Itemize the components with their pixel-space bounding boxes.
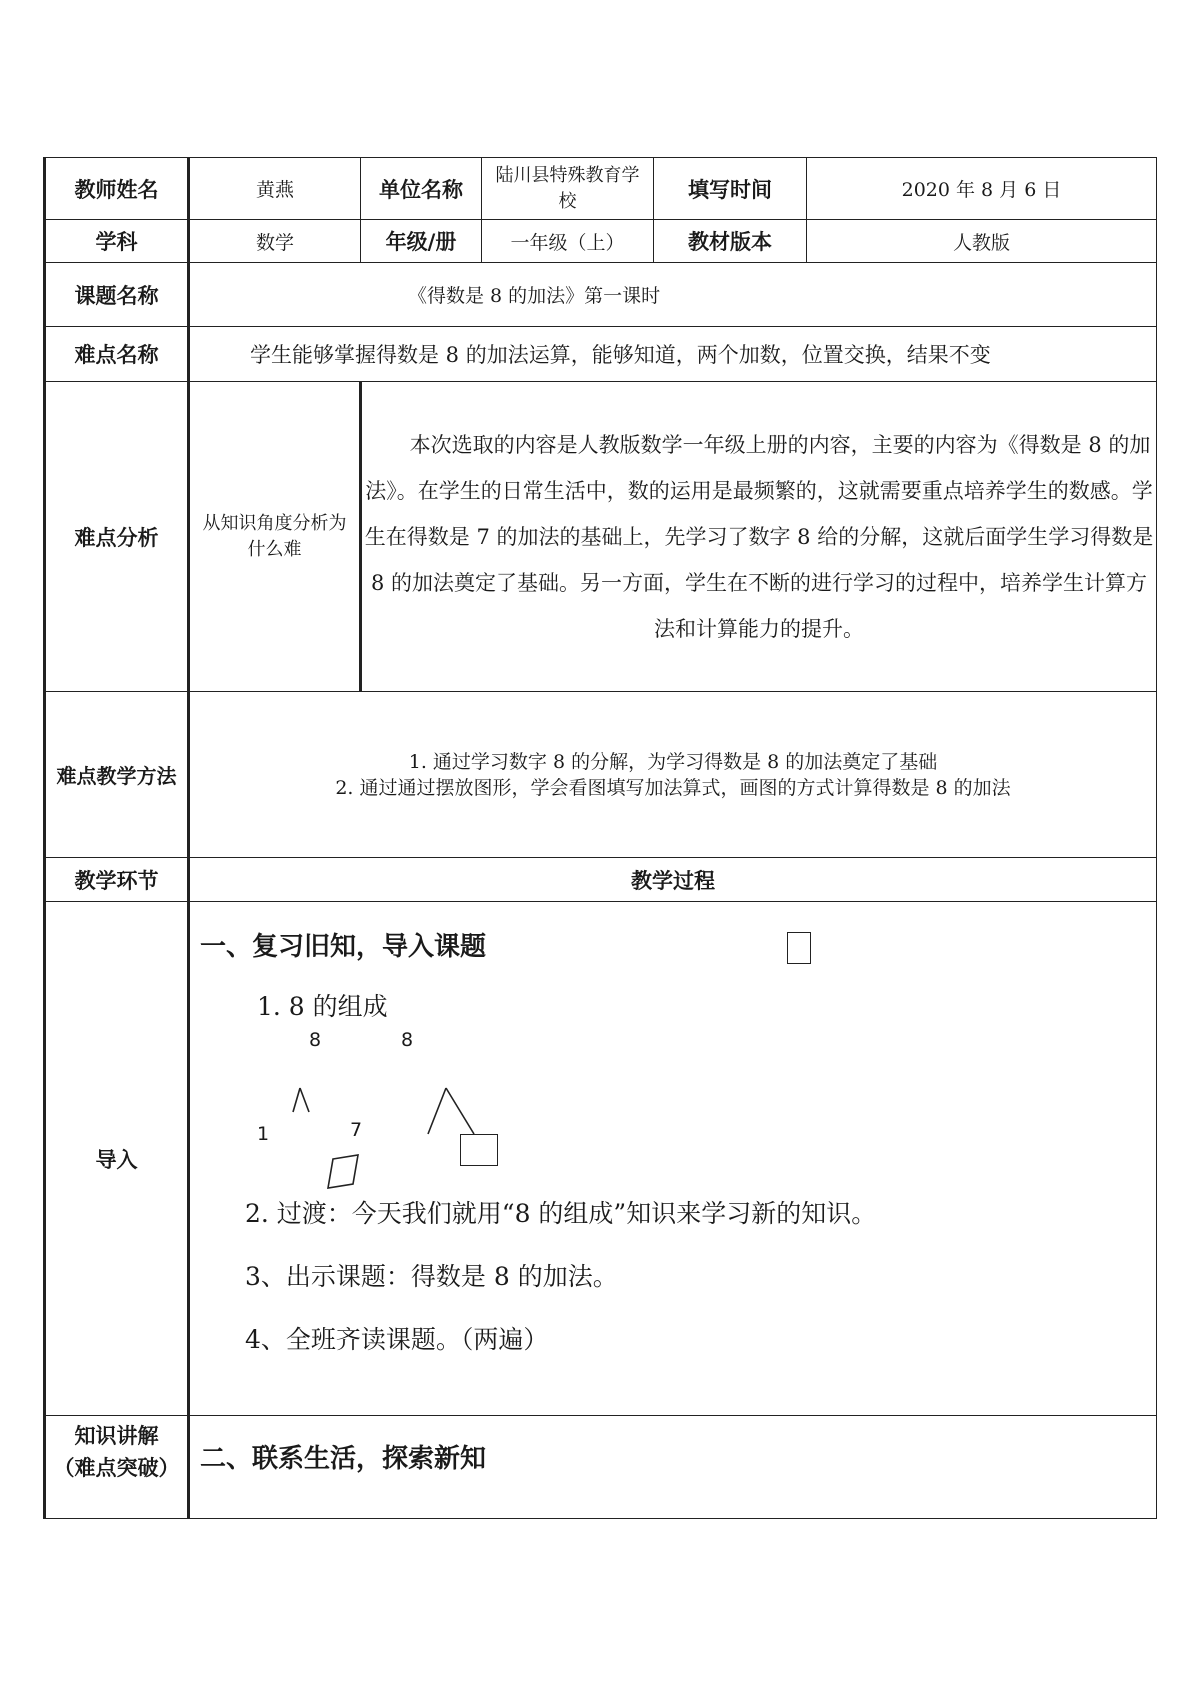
row-header-1 [45, 158, 1157, 220]
lesson-plan-table [43, 157, 1157, 1519]
tree-left-top: 8 [309, 1029, 322, 1051]
unit-value: 陆川县特殊教育学校 [482, 158, 654, 220]
row-header-2 [45, 220, 1157, 263]
knowledge-label [45, 1416, 189, 1519]
grade-value: 一年级（上） [482, 220, 654, 263]
analysis-sublabel: 从知识角度分析为什么难 [189, 382, 361, 692]
intro-label: 导入 [45, 902, 189, 1416]
difficulty-label: 难点名称 [45, 327, 189, 382]
unit-label: 单位名称 [361, 158, 482, 220]
step-2: 2. 过渡：今天我们就用“8 的组成”知识来学习新的知识。 [245, 1199, 877, 1228]
stage-header: 教学环节 [45, 858, 189, 902]
row-method [45, 692, 1157, 858]
edition-value: 人教版 [807, 220, 1157, 263]
date-label: 填写时间 [654, 158, 807, 220]
tree-right-top: 8 [401, 1029, 414, 1051]
teacher-label: 教师姓名 [45, 158, 189, 220]
grade-label: 年级/册 [361, 220, 482, 263]
topic-value: 《得数是 8 的加法》第一课时 [189, 263, 1157, 327]
tree-right-answer-box [460, 1134, 498, 1166]
row-analysis [45, 382, 1157, 692]
topic-label: 课题名称 [45, 263, 189, 327]
row-difficulty [45, 327, 1157, 382]
difficulty-value: 学生能够掌握得数是 8 的加法运算，能够知道，两个加数，位置交换，结果不变 [189, 327, 1157, 382]
method-item-1: 1. 通过学习数字 8 的分解，为学习得数是 8 的加法奠定了基础 [408, 750, 938, 773]
intro-heading: 一、复习旧知，导入课题 [200, 932, 487, 962]
date-value: 2020 年 8 月 6 日 [807, 158, 1157, 220]
method-list [189, 692, 1157, 858]
analysis-label: 难点分析 [45, 382, 189, 692]
tree-left-right: 7 [350, 1119, 363, 1141]
subject-value: 数学 [189, 220, 361, 263]
knowledge-content [189, 1416, 1157, 1519]
step-1: 1. 8 的组成 [257, 992, 388, 1021]
analysis-text: 本次选取的内容是人教版数学一年级上册的内容，主要的内容为《得数是 8 的加法》。在学生的日常生活中，数的运用是最频繁的，这就需要重点培养学生的数感。学生在得数是 7 的加法的基础上，先学习了数字 8 给的分解，这就后面学生学习得数是 8 的加法奠定了基础。另一方面，学生在不断的进行学习的过程中，培养学生计算方法和计算能力的提升。 [361, 382, 1157, 692]
process-header: 教学过程 [189, 858, 1157, 902]
step-3: 3、出示课题：得数是 8 的加法。 [245, 1262, 618, 1291]
tree-left-branch-right [300, 1088, 309, 1112]
row-knowledge [45, 1416, 1157, 1519]
knowledge-label-line1: 知识讲解 [74, 1424, 159, 1448]
teacher-value: 黄燕 [189, 158, 361, 220]
subject-label: 学科 [45, 220, 189, 263]
step-4: 4、全班齐读课题。（两遍） [245, 1325, 549, 1354]
row-intro [45, 902, 1157, 1416]
intro-content [189, 902, 1157, 1416]
tree-left-answer-box [328, 1155, 358, 1188]
tree-right-branch-left [428, 1088, 446, 1134]
knowledge-label-line2: （难点突破） [53, 1456, 180, 1480]
knowledge-heading: 二、联系生活，探索新知 [200, 1444, 487, 1474]
edition-label: 教材版本 [654, 220, 807, 263]
method-item-2: 2. 通过通过摆放图形，学会看图填写加法算式，画图的方式计算得数是 8 的加法 [335, 776, 1011, 799]
row-process-header [45, 858, 1157, 902]
tree-left-left: 1 [257, 1123, 270, 1145]
tree-left-branch-left [293, 1088, 300, 1112]
method-label: 难点教学方法 [45, 692, 189, 858]
tree-right-branch-right [446, 1088, 474, 1134]
row-topic [45, 263, 1157, 327]
